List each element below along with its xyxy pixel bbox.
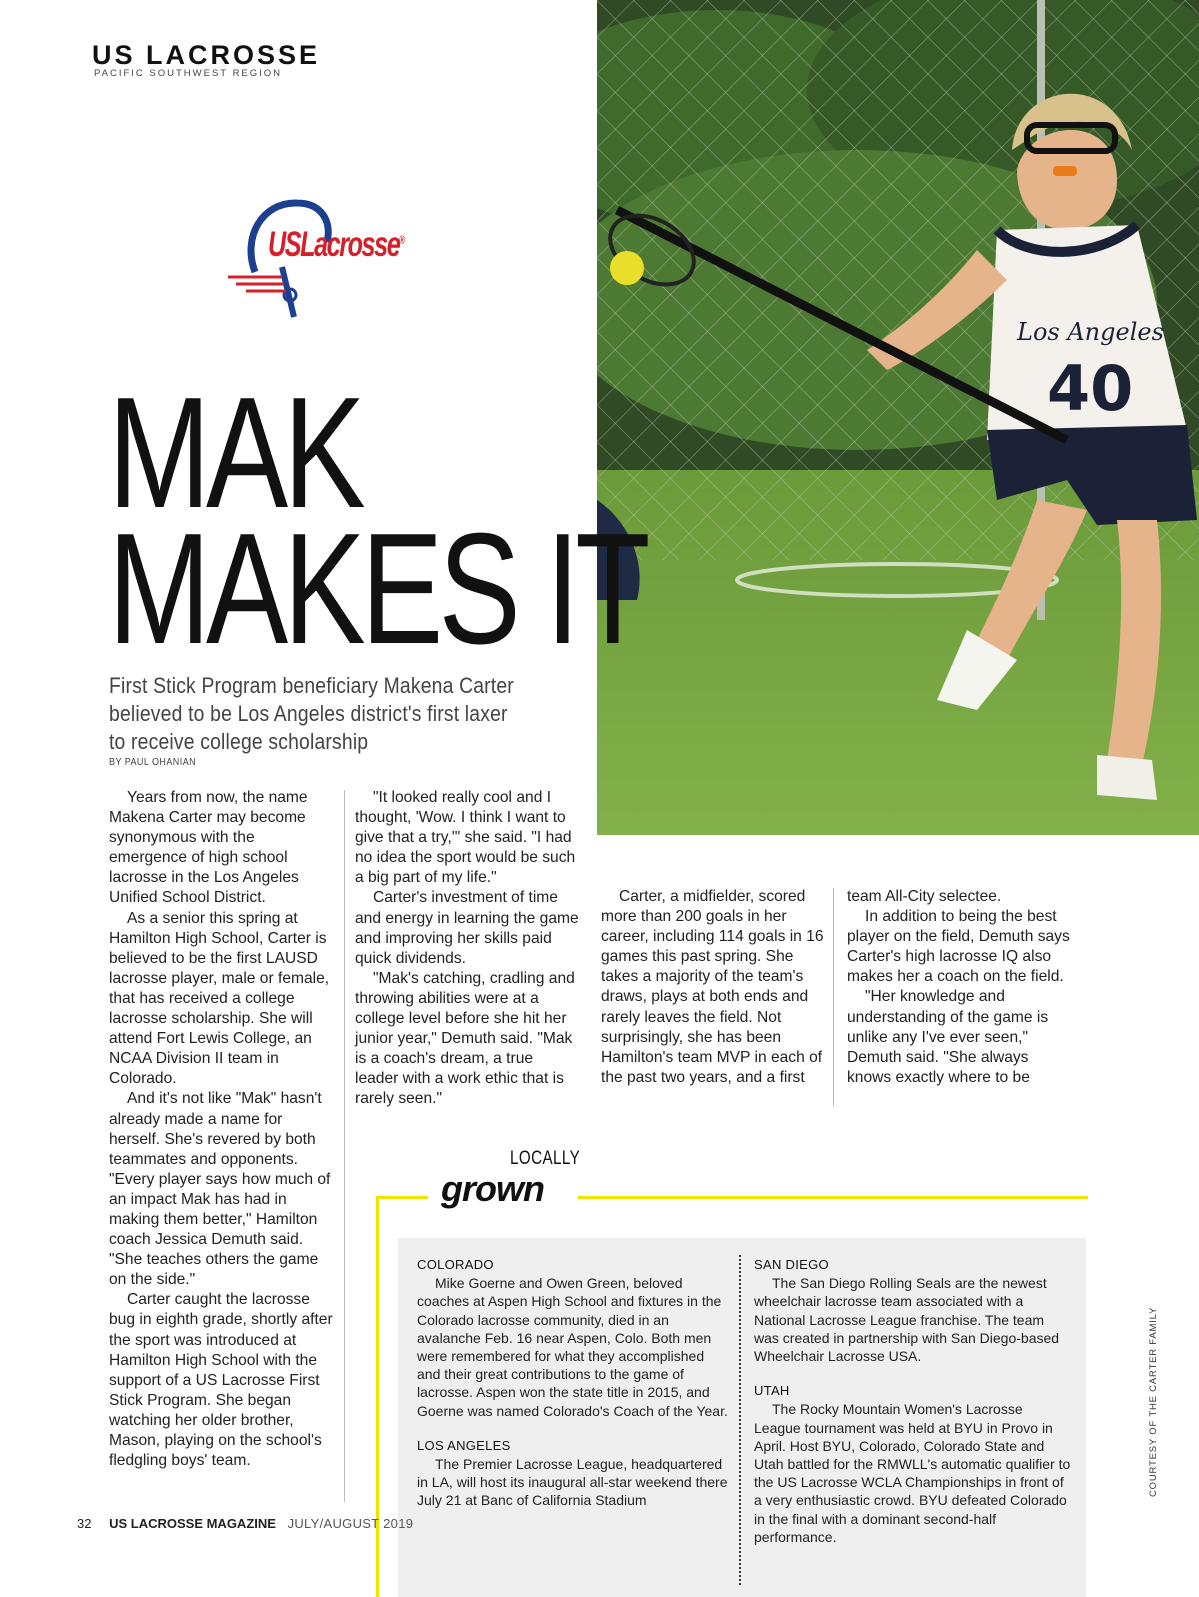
sidebar-title-small: LOCALLY [510,1148,581,1169]
us-lacrosse-logo [222,197,467,322]
accent-rule [376,1196,379,1597]
paragraph-continued: team All-City selectee. [847,888,1002,905]
sidebar-title-big: grown [441,1168,544,1209]
body-column-3 [601,887,825,1088]
body-column-2 [355,788,580,1110]
body-column-1 [109,788,334,1471]
sidebar-text: The Rocky Mountain Women's Lacrosse League tournament was held at BYU in Provo in April. Host BYU, Colorado, Colorado State and Utah battled for the RMWLL's automatic qualifier to the US Lacrosse WCLA Championships in front of a very enthusiastic crowd. BYU defeated Colorado in the final with a dominant second-half performance. [754,1401,1071,1545]
sidebar-column-right [754,1256,1072,1546]
headline-line-1: MAK [108,365,362,541]
paragraph: "Mak's catching, cradling and throwing abilities were at a college level before she hit her junior year," Demuth said. "Mak is a coach's dream, a true leader with a work ethic that is rarely seen." [355,969,575,1108]
deck: First Stick Program beneficiary Makena Carter believed to be Los Angeles district's first laxer to receive college scholarship [109,673,514,754]
page-footer [77,1516,413,1531]
paragraph: In addition to being the best player on the field, Demuth says Carter's high lacrosse IQ also makes her a coach on the field. [847,908,1070,986]
body-column-4 [847,887,1071,1088]
headline [108,365,646,677]
lacrosse-player-image [597,0,1199,835]
registered-mark: ® [399,234,404,247]
page-number: 32 [77,1516,92,1531]
section-subtitle: PACIFIC SOUTHWEST REGION [94,68,283,79]
sidebar-heading: COLORADO [417,1257,494,1272]
headline-line-2: MAKES IT [108,501,646,677]
sidebar-text: The Premier Lacrosse League, headquartered in LA, will host its inaugural all-star weekend there July 21 at Banc of California Stadium [417,1456,728,1509]
sidebar-column-left [417,1256,729,1510]
magazine-name: US LACROSSE MAGAZINE [109,1516,276,1531]
byline: BY PAUL OHANIAN [109,757,197,768]
sidebar-heading: UTAH [754,1383,790,1399]
photo-credit: COURTESY OF THE CARTER FAMILY [1148,1306,1159,1497]
sidebar-text: The San Diego Rolling Seals are the newest wheelchair lacrosse team associated with a National Lacrosse League franchise. The team was created in partnership with San Diego-based Wheelchair Lacrosse USA. [754,1275,1060,1365]
player-photo [597,0,1199,835]
paragraph: And it's not like "Mak" hasn't already made a name for herself. She's revered by both teammates and opponents. "Every player says how much of an impact Mak has had in making them better," Hamilton coach Jessica Demuth said. "She teaches others the game on the side." [109,1090,331,1289]
sidebar-heading: SAN DIEGO [754,1257,829,1272]
paragraph: Carter, a midfielder, scored more than 200 goals in her career, including 114 goals in 16 games this past spring. She takes a majority of the team's draws, plays at both ends and rarely leaves the field. Not surprisingly, she has been Hamilton's team MVP in each of the past two years, and a first [601,888,824,1086]
issue-date: JULY/AUGUST 2019 [287,1516,414,1531]
sidebar-text: Mike Goerne and Owen Green, beloved coaches at Aspen High School and fixtures in the Colorado lacrosse community, died in an avalanche Feb. 16 near Aspen, Colo. Both men were remembered for what they accomplished and their great contributions to the game of lacrosse. Aspen won the state title in 2015, and Goerne was named Colorado's Coach of the Year. [417,1275,728,1419]
sidebar-heading: LOS ANGELES [417,1437,511,1453]
column-rule [833,888,834,1106]
section-title: US LACROSSE [92,40,321,70]
accent-rule [376,1196,428,1199]
accent-rule [578,1196,1088,1199]
dotted-divider [739,1255,741,1585]
paragraph: As a senior this spring at Hamilton High School, Carter is believed to be the first LAUSD lacrosse player, male or female, that has received a college lacrosse scholarship. She will attend Fort Lewis College, an NCAA Division II team in Colorado. [109,909,330,1088]
jersey-number: 40 [1047,352,1134,425]
logo-wordmark: USLacrosse [268,225,400,264]
paragraph: Carter caught the lacrosse bug in eighth grade, shortly after the sport was introduced at Hamilton High School with the support of a US Lacrosse First Stick Program. She began watching her older brother, Mason, playing on the school's fledgling boys' team. [109,1291,333,1470]
paragraph: Years from now, the name Makena Carter may become synonymous with the emergence of high school lacrosse in the Los Angeles Unified School District. [109,789,308,907]
paragraph: "It looked really cool and I thought, 'Wow. I think I want to give that a try,'" she said. "I had no idea the sport would be such a big part of my life." [355,789,576,887]
column-rule [344,790,345,1502]
paragraph: Carter's investment of time and energy in learning the game and improving her skills paid quick dividends. [355,889,579,967]
paragraph: "Her knowledge and understanding of the game is unlike any I've ever seen," Demuth said. "She always knows exactly where to be [847,988,1049,1086]
jersey-lettering: Los Angeles [1017,318,1164,346]
